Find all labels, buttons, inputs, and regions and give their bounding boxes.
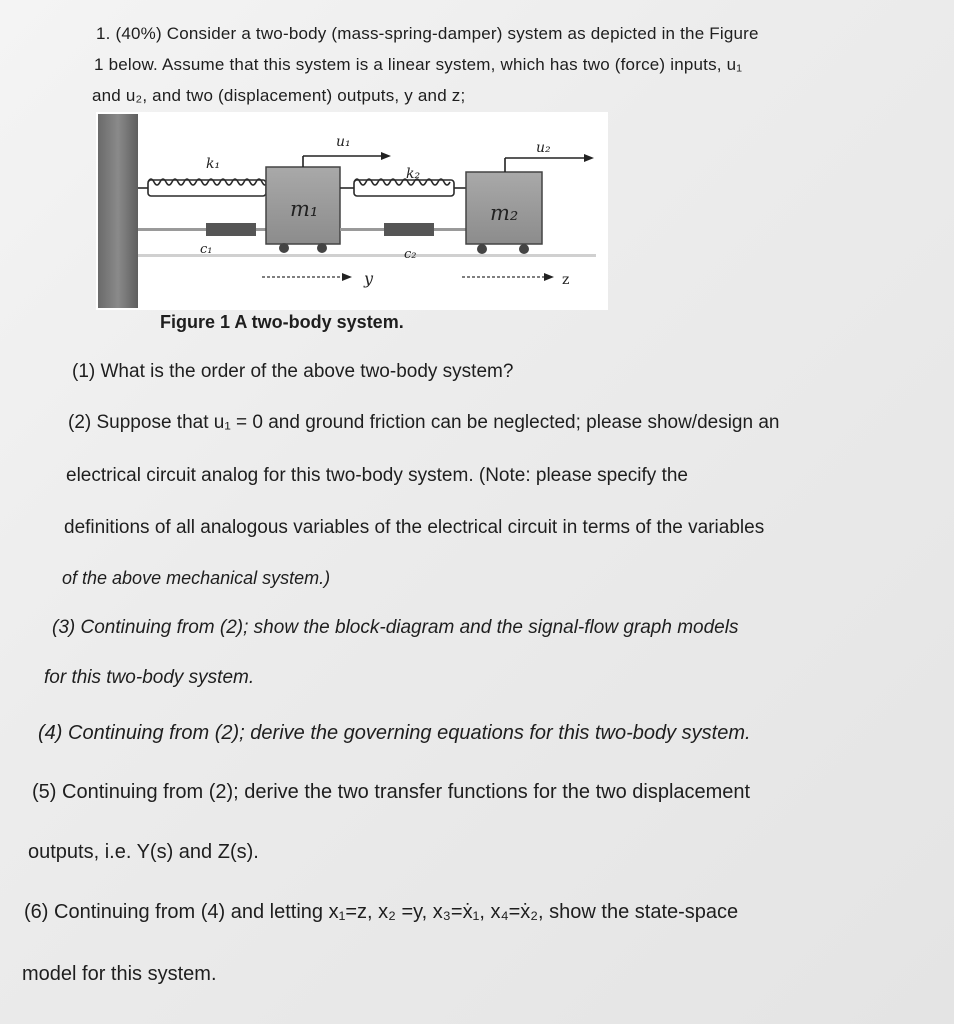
label-m2: m₂ [490, 201, 519, 225]
wheel-m2-left [477, 244, 487, 254]
label-c2: c₂ [404, 247, 417, 262]
wheel-m1-left [279, 243, 289, 253]
two-body-figure [96, 112, 608, 310]
question-2-line-4: of the above mechanical system.) [62, 568, 331, 588]
problem-line-2: 1 below. Assume that this system is a linear system, which has two (force) inputs, u₁ [94, 55, 743, 74]
label-k2: k₂ [406, 166, 421, 182]
wall [98, 114, 138, 308]
problem-line-1: 1. (40%) Consider a two-body (mass-spring-damper) system as depicted in the Figure [96, 24, 759, 43]
question-6-line-1: (6) Continuing from (4) and letting x₁=z, x₂ =y, x₃=ẋ₁, x₄=ẋ₂, show the state-space [24, 901, 739, 923]
question-4: (4) Continuing from (2); derive the governing equations for this two-body system. [38, 722, 751, 744]
question-2-line-1: (2) Suppose that u₁ = 0 and ground friction can be neglected; please show/design an [68, 412, 780, 433]
label-u2: u₂ [536, 140, 551, 156]
wheel-m1-right [317, 243, 327, 253]
label-c1: c₁ [200, 242, 213, 257]
question-2-line-2: electrical circuit analog for this two-body system. (Note: please specify the [66, 465, 688, 486]
question-3-line-1: (3) Continuing from (2); show the block-diagram and the signal-flow graph models [52, 617, 739, 638]
label-y: y [364, 269, 374, 288]
question-5-line-1: (5) Continuing from (2); derive the two transfer functions for the two displacement [32, 781, 751, 803]
figure-caption: Figure 1 A two-body system. [160, 312, 404, 332]
question-1: (1) What is the order of the above two-body system? [72, 361, 514, 382]
label-k1: k₁ [206, 156, 221, 172]
question-3-line-2: for this two-body system. [44, 667, 255, 688]
label-z: z [562, 272, 570, 288]
label-u1: u₁ [336, 134, 351, 150]
label-m1: m₁ [290, 197, 319, 221]
question-2-line-3: definitions of all analogous variables of the electrical circuit in terms of the variables [64, 517, 765, 538]
question-6-line-2: model for this system. [22, 963, 217, 985]
wheel-m2-right [519, 244, 529, 254]
problem-line-3: and u₂, and two (displacement) outputs, y and z; [92, 86, 466, 105]
question-5-line-2: outputs, i.e. Y(s) and Z(s). [28, 841, 259, 863]
